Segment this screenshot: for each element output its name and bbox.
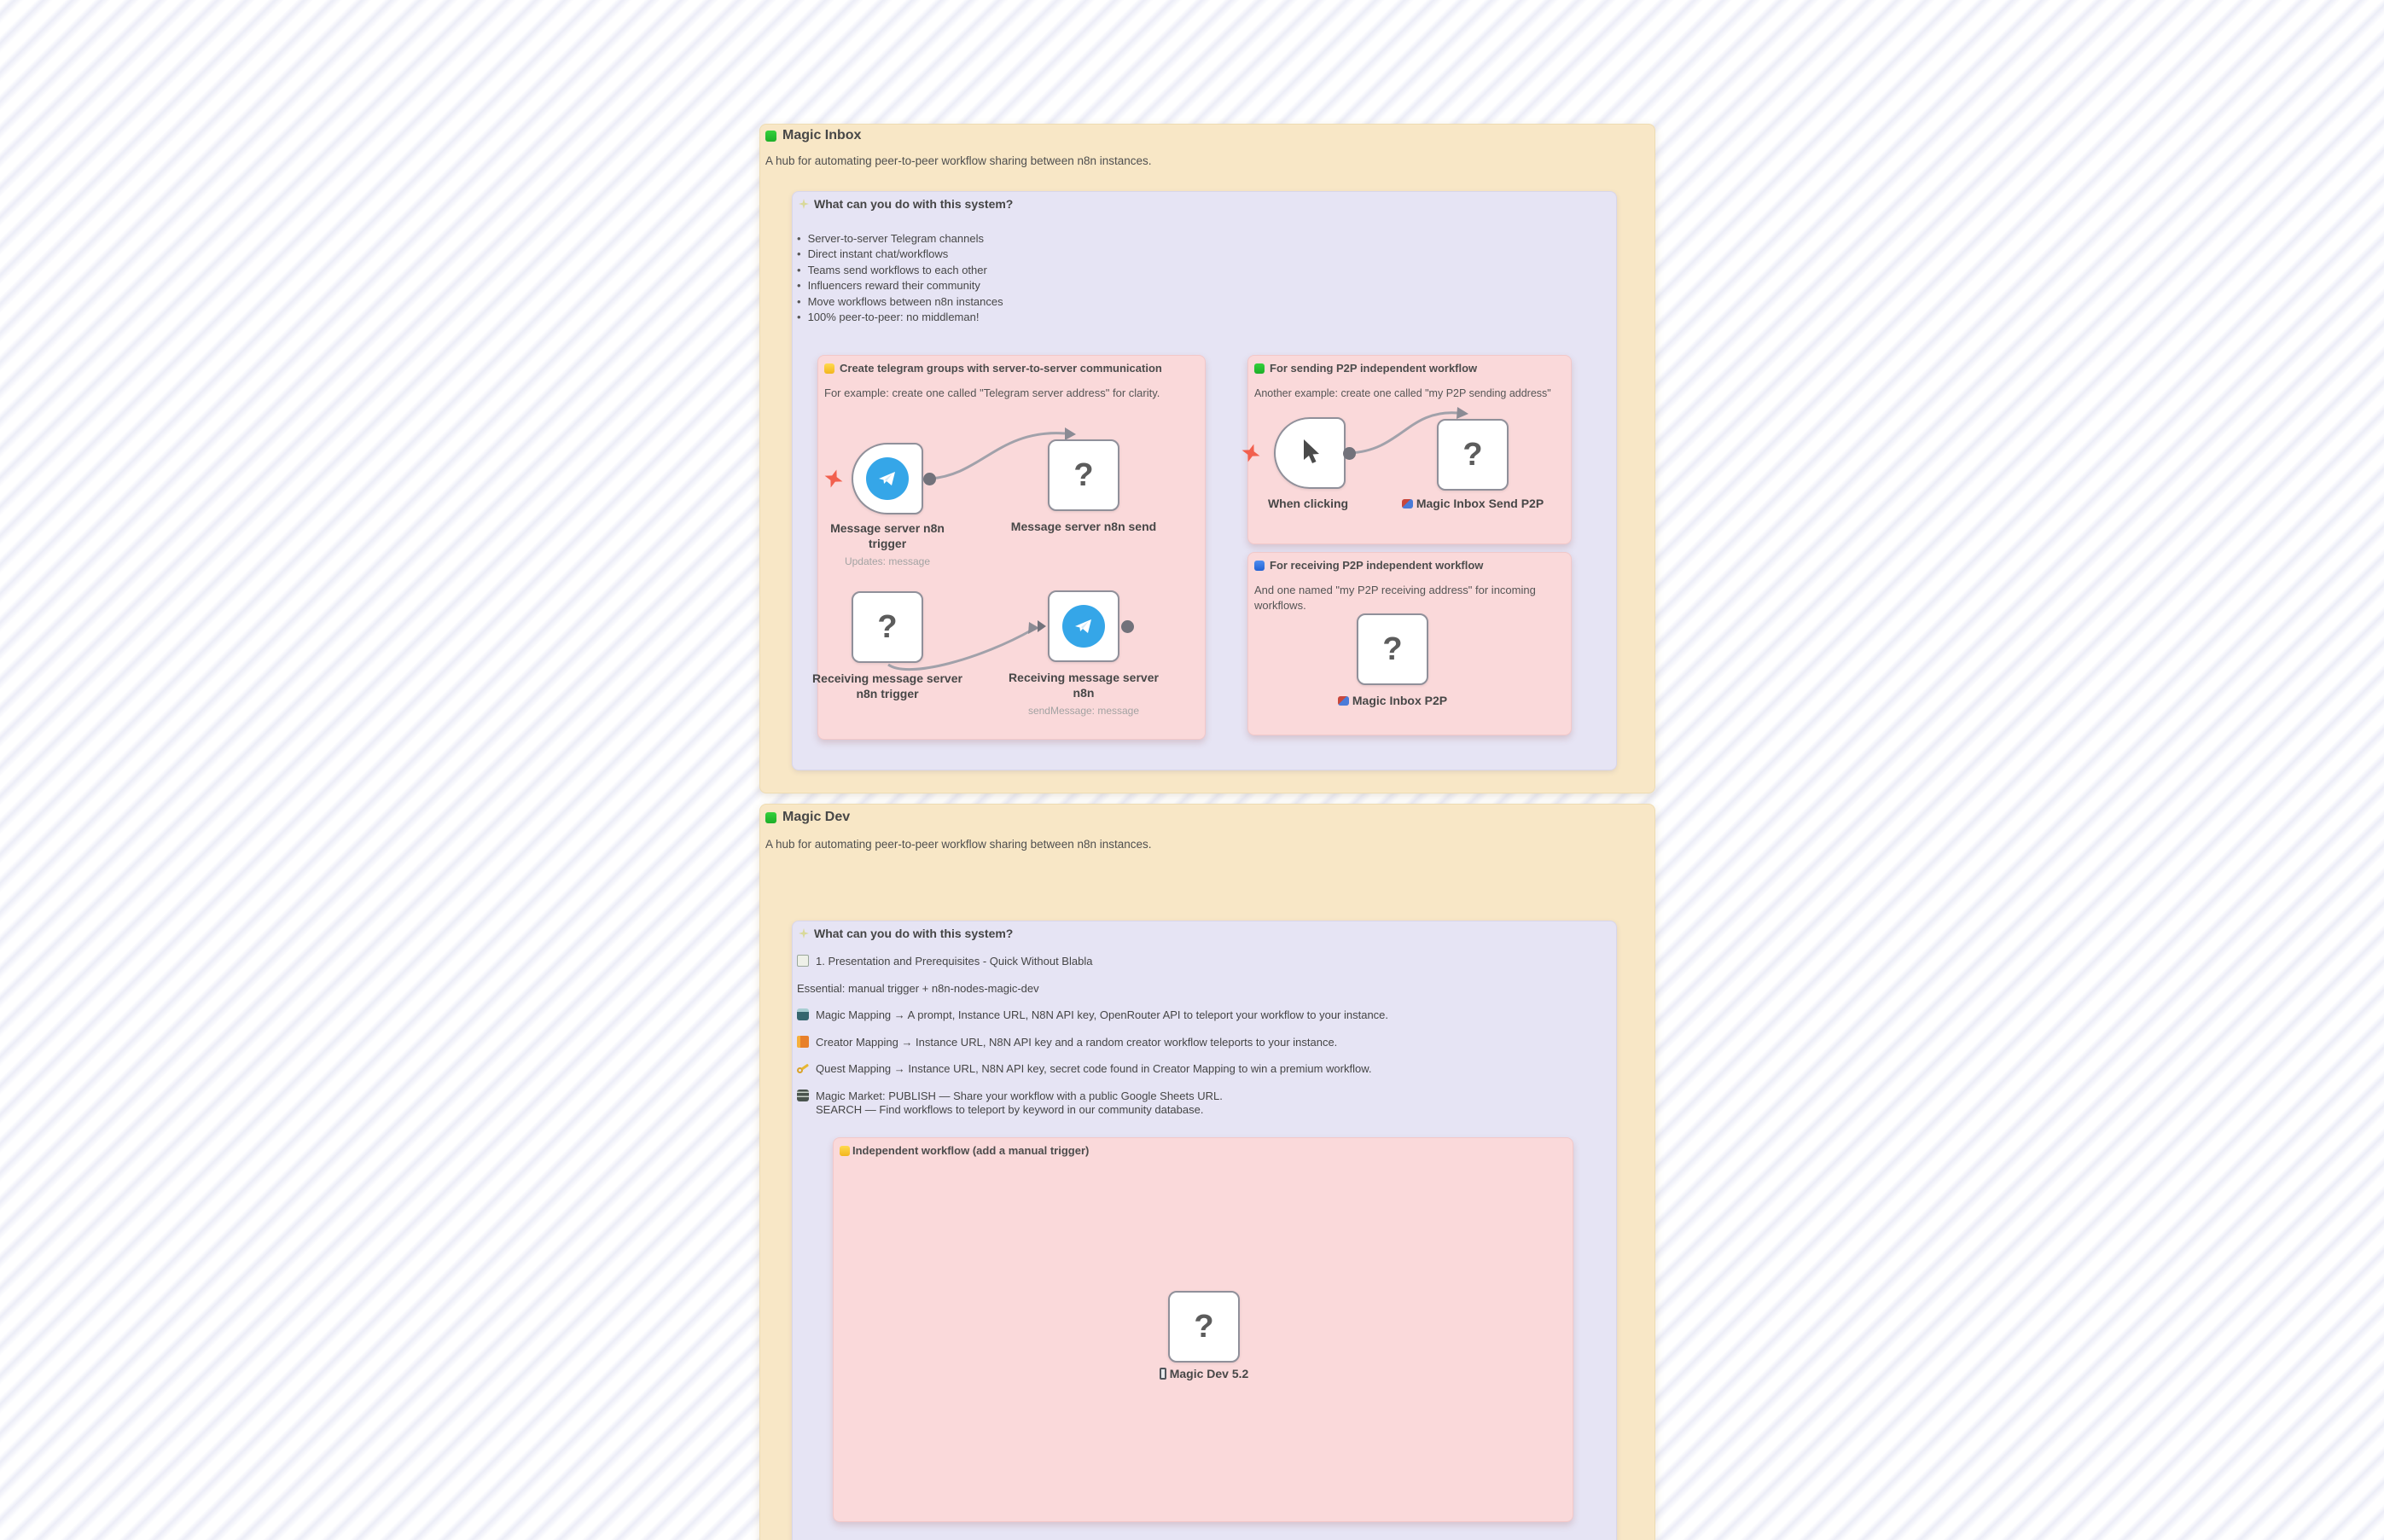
telegram-icon [866, 457, 909, 500]
telegram-note-body: For example: create one called "Telegram server address" for clarity. [824, 386, 1160, 399]
node-receiving-message-server-n8n[interactable] [1048, 590, 1119, 662]
phone-icon [1160, 1368, 1166, 1380]
feature-line: Essential: manual trigger + n8n-nodes-magic-dev [797, 981, 1039, 995]
inbox-panel-heading: What can you do with this system? [799, 197, 1013, 211]
node-receiving-message-server-n8n-trigger[interactable] [852, 591, 923, 663]
feature-line: Magic Market: PUBLISH — Share your workflow with a public Google Sheets URL. SEARCH — Find workflows to teleport by keyword in our community database. [797, 1090, 1582, 1117]
node-label: Receiving message server n8n trigger [812, 671, 962, 700]
question-mark-icon: ? [1462, 437, 1483, 473]
node-magic-dev[interactable] [1168, 1291, 1240, 1363]
node-message-server-n8n-trigger[interactable] [852, 443, 923, 514]
node-sublabel: sendMessage: message [1027, 705, 1140, 717]
node-label: When clicking [1267, 497, 1349, 510]
node-label: Receiving message server n8n sendMessage: message [1007, 670, 1160, 718]
dev-panel-heading: What can you do with this system? [799, 927, 1013, 940]
question-mark-icon: ? [877, 609, 898, 645]
receiving-note-body: And one named "my P2P receiving address" for incoming workflows. [1254, 584, 1536, 612]
mouse-cursor-icon [1296, 437, 1323, 470]
bullet-item: • Influencers reward their community [797, 278, 1003, 293]
node-magic-inbox-p2p[interactable] [1357, 613, 1428, 685]
node-sublabel: Updates: message [844, 555, 931, 567]
node-label: Message server n8n trigger Updates: message [811, 520, 964, 569]
bullet-item: • Server-to-server Telegram channels [797, 231, 1003, 247]
telegram-icon [1062, 605, 1105, 648]
feature-line: 1. Presentation and Prerequisites - Quick Without Blabla [797, 955, 1582, 968]
node-label: Magic Inbox P2P [1316, 693, 1469, 708]
sending-note-header: For sending P2P independent workflow [1254, 362, 1477, 375]
arrowhead-icon [1065, 427, 1076, 440]
question-mark-icon: ? [1194, 1309, 1214, 1345]
feature-line: Quest Mapping → Instance URL, N8N API key, secret code found in Creator Mapping to win a premium workflow. [797, 1062, 1582, 1076]
magic-dev-title: Magic Dev [765, 810, 850, 825]
bullet-item: • 100% peer-to-peer: no middleman! [797, 310, 1003, 325]
arrowhead-icon [1457, 407, 1468, 419]
mailbox-icon [1338, 696, 1349, 706]
feature-line: Magic Mapping → A prompt, Instance URL, N8N API key, OpenRouter API to teleport your workflow to your instance. [797, 1008, 1582, 1022]
sending-note-body: Another example: create one called "my P2P sending address" [1254, 387, 1551, 399]
output-port[interactable] [1121, 620, 1134, 633]
bullet-item: • Teams send workflows to each other [797, 263, 1003, 278]
bullet-item: • Direct instant chat/workflows [797, 247, 1003, 262]
question-mark-icon: ? [1382, 631, 1403, 667]
input-port[interactable] [1038, 620, 1046, 632]
node-message-server-n8n-send[interactable] [1048, 439, 1119, 511]
node-label: Magic Inbox Send P2P [1396, 496, 1550, 511]
feature-line: Creator Mapping → Instance URL, N8N API key and a random creator workflow teleports to your instance. [797, 1036, 1582, 1049]
output-port[interactable] [923, 473, 936, 485]
node-label: Message server n8n send [1010, 520, 1157, 533]
output-port[interactable] [1343, 447, 1356, 460]
node-label: Magic Dev 5.2 [1127, 1366, 1281, 1381]
node-when-clicking[interactable] [1274, 417, 1346, 489]
independent-note-header: Independent workflow (add a manual trigger) [840, 1144, 1089, 1157]
magic-inbox-title: Magic Inbox [765, 128, 861, 143]
bullet-item: • Move workflows between n8n instances [797, 294, 1003, 310]
question-mark-icon: ? [1073, 457, 1094, 493]
receiving-note-header: For receiving P2P independent workflow [1254, 559, 1483, 572]
telegram-note-header: Create telegram groups with server-to-server communication [824, 362, 1162, 375]
node-magic-inbox-send-p2p[interactable] [1437, 419, 1509, 491]
mailbox-icon [1402, 499, 1413, 508]
magic-inbox-description: A hub for automating peer-to-peer workflow sharing between n8n instances. [765, 154, 1152, 167]
magic-dev-description: A hub for automating peer-to-peer workflow sharing between n8n instances. [765, 838, 1152, 851]
